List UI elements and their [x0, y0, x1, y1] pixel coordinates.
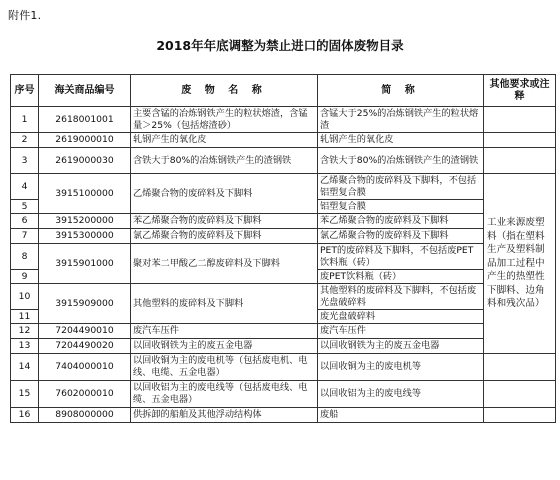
cell-seq: 7: [11, 229, 39, 244]
cell-seq: 14: [11, 354, 39, 381]
header-hs-code: 海关商品编号: [39, 75, 131, 107]
cell-short-name: PET的废碎料及下脚料，不包括废PET饮料瓶（砖）: [318, 244, 484, 270]
cell-seq: 6: [11, 214, 39, 229]
cell-short-name: 铝塑复合膜: [318, 200, 484, 214]
cell-hs-code: 2619000030: [39, 148, 131, 174]
table-row: [11, 133, 556, 148]
cell-notes-empty: [484, 381, 556, 408]
cell-full-name: 含铁大于80%的冶炼钢铁产生的渣钢铁: [131, 148, 318, 174]
cell-hs-code: 3915200000: [39, 214, 131, 229]
cell-short-name: 乙烯聚合物的废碎料及下脚料，不包括铝塑复合膜: [318, 174, 484, 200]
cell-seq: 15: [11, 381, 39, 408]
cell-hs-code: 3915909000: [39, 284, 131, 324]
table-row: [11, 284, 556, 310]
cell-hs-code: 7204490020: [39, 339, 131, 354]
document-title: 2018年年底调整为禁止进口的固体废物目录: [156, 38, 404, 53]
cell-seq: 8: [11, 244, 39, 270]
cell-seq: 5: [11, 200, 39, 214]
cell-seq: 13: [11, 339, 39, 354]
cell-notes-empty: [484, 148, 556, 174]
table-row: [11, 244, 556, 270]
table-row: [11, 339, 556, 354]
cell-seq: 10: [11, 284, 39, 310]
cell-hs-code: 8908000000: [39, 408, 131, 423]
cell-short-name: 废光盘破碎料: [318, 310, 484, 324]
cell-full-name: 氯乙烯聚合物的废碎料及下脚料: [131, 229, 318, 244]
table-row: [11, 174, 556, 200]
table-row: [11, 107, 556, 133]
cell-seq: 1: [11, 107, 39, 133]
cell-short-name: 以回收铜为主的废电机等: [318, 354, 484, 381]
table-row: [11, 229, 556, 244]
cell-short-name: 氯乙烯聚合物的废碎料及下脚料: [318, 229, 484, 244]
cell-short-name: 含锰大于25%的冶炼钢铁产生的粒状熔渣: [318, 107, 484, 133]
cell-hs-code: 2619000010: [39, 133, 131, 148]
table-row: [11, 214, 556, 229]
cell-hs-code: 3915100000: [39, 174, 131, 214]
table-row: [11, 408, 556, 423]
cell-seq: 2: [11, 133, 39, 148]
table-row: [11, 354, 556, 381]
cell-notes-empty: [484, 408, 556, 423]
header-short-name: 简 称: [318, 75, 484, 107]
cell-short-name: 含铁大于80%的冶炼钢铁产生的渣钢铁: [318, 148, 484, 174]
table-row: [11, 381, 556, 408]
cell-seq: 3: [11, 148, 39, 174]
cell-hs-code: 7204490010: [39, 324, 131, 339]
cell-short-name: 废PET饮料瓶（砖）: [318, 270, 484, 284]
cell-hs-code: 2618001001: [39, 107, 131, 133]
table-header-row: [11, 75, 556, 107]
cell-notes-industrial-plastic: 工业来源废塑料（指在塑料生产及塑料制品加工过程中产生的热塑性下脚料、边角料和残次品）: [484, 174, 556, 354]
cell-full-name: 乙烯聚合物的废碎料及下脚料: [131, 174, 318, 214]
cell-full-name: 供拆卸的船舶及其他浮动结构体: [131, 408, 318, 423]
table-row: [11, 148, 556, 174]
cell-hs-code: 3915901000: [39, 244, 131, 284]
cell-full-name: 以回收铜为主的废电机等（包括废电机、电线、电缆、五金电器）: [131, 354, 318, 381]
cell-full-name: 聚对苯二甲酸乙二醇废碎料及下脚料: [131, 244, 318, 284]
cell-seq: 4: [11, 174, 39, 200]
cell-hs-code: 7404000010: [39, 354, 131, 381]
cell-notes-empty: [484, 107, 556, 133]
cell-hs-code: 7602000010: [39, 381, 131, 408]
cell-full-name: 以回收钢铁为主的废五金电器: [131, 339, 318, 354]
cell-hs-code: 3915300000: [39, 229, 131, 244]
cell-seq: 11: [11, 310, 39, 324]
header-seq: 序号: [11, 75, 39, 107]
table-row: [11, 324, 556, 339]
cell-notes-empty: [484, 133, 556, 148]
cell-short-name: 废汽车压件: [318, 324, 484, 339]
cell-full-name: 其他塑料的废碎料及下脚料: [131, 284, 318, 324]
cell-full-name: 主要含锰的冶炼钢铁产生的粒状熔渣，含锰量＞25%（包括熔渣砂）: [131, 107, 318, 133]
cell-full-name: 苯乙烯聚合物的废碎料及下脚料: [131, 214, 318, 229]
header-notes: 其他要求或注释: [484, 75, 556, 107]
cell-seq: 12: [11, 324, 39, 339]
cell-short-name: 其他塑料的废碎料及下脚料，不包括废光盘破碎料: [318, 284, 484, 310]
cell-short-name: 以回收钢铁为主的废五金电器: [318, 339, 484, 354]
cell-full-name: 以回收铝为主的废电线等（包括废电线、电缆、五金电器）: [131, 381, 318, 408]
attachment-label: 附件1.: [8, 9, 42, 22]
cell-notes-empty: [484, 354, 556, 381]
cell-seq: 9: [11, 270, 39, 284]
cell-full-name: 废汽车压件: [131, 324, 318, 339]
cell-short-name: 废船: [318, 408, 484, 423]
cell-short-name: 苯乙烯聚合物的废碎料及下脚料: [318, 214, 484, 229]
cell-seq: 16: [11, 408, 39, 423]
cell-full-name: 轧钢产生的氧化皮: [131, 133, 318, 148]
header-full-name: 废 物 名 称: [131, 75, 318, 107]
cell-short-name: 轧钢产生的氧化皮: [318, 133, 484, 148]
waste-catalog-table: [10, 74, 556, 423]
cell-short-name: 以回收铝为主的废电线等: [318, 381, 484, 408]
